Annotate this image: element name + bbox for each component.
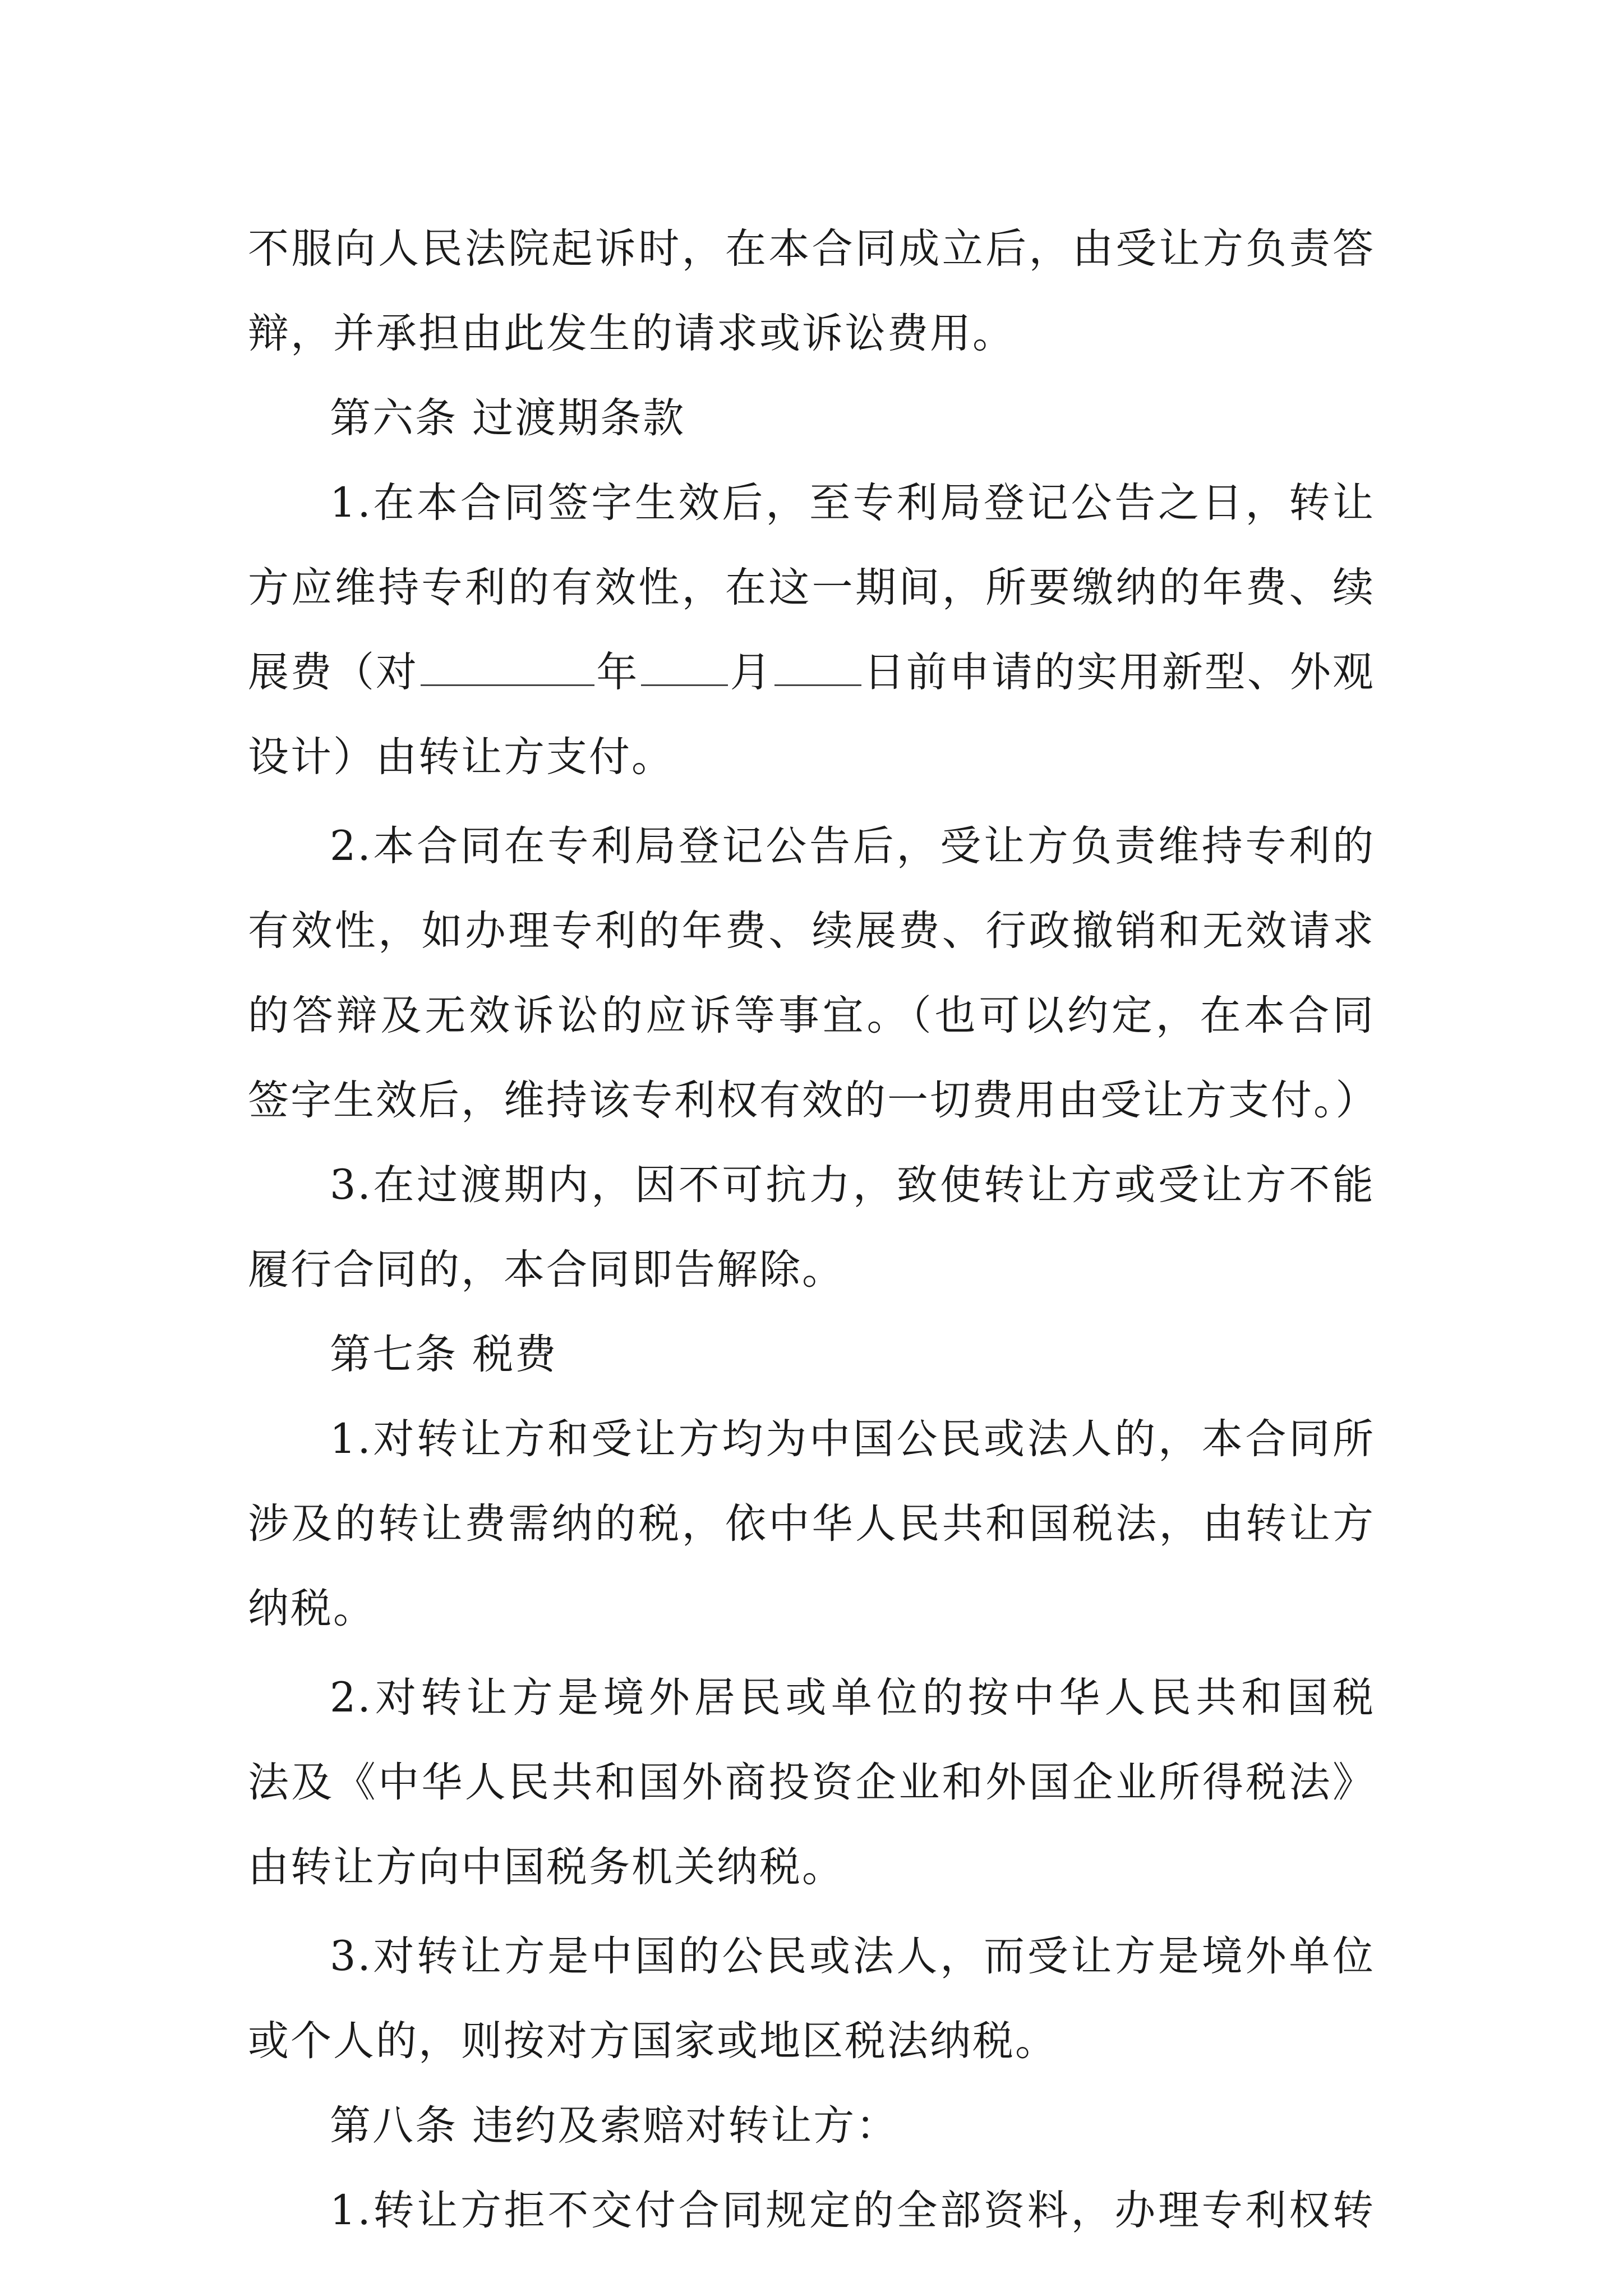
text-line: 3.对转让方是中国的公民或法人，而受让方是境外单位 bbox=[330, 1932, 1375, 1980]
text-line: 或个人的，则按对方国家或地区税法纳税。 bbox=[248, 2017, 1058, 2065]
month-blank bbox=[641, 651, 728, 686]
blank-line-prefix: 展费（对 bbox=[248, 648, 418, 696]
month-label: 月 bbox=[730, 648, 773, 696]
text-line: 由转让方向中国税务机关纳税。 bbox=[248, 1843, 845, 1891]
day-blank bbox=[774, 651, 861, 686]
text-line: 涉及的转让费需纳的税，依中华人民共和国税法，由转让方 bbox=[248, 1500, 1375, 1548]
text-line: 履行合同的，本合同即告解除。 bbox=[248, 1246, 845, 1294]
article-heading: 第七条 税费 bbox=[330, 1331, 558, 1378]
article-heading: 第八条 违约及索赔对转让方： bbox=[330, 2102, 899, 2150]
year-blank bbox=[421, 651, 594, 686]
text-line: 纳税。 bbox=[248, 1585, 376, 1632]
text-line: 1.转让方拒不交付合同规定的全部资料，办理专利权转 bbox=[330, 2187, 1375, 2234]
contract-body bbox=[248, 206, 1378, 2253]
text-line: 3.在过渡期内，因不可抗力，致使转让方或受让方不能 bbox=[330, 1161, 1375, 1209]
text-line: 辩，并承担由此发生的请求或诉讼费用。 bbox=[248, 310, 1015, 357]
text-line: 签字生效后，维持该专利权有效的一切费用由受让方支付。） bbox=[248, 1076, 1378, 1124]
text-line: 法及《中华人民共和国外商投资企业和外国企业所得税法》 bbox=[248, 1759, 1375, 1806]
blank-line-suffix: 日前申请的实用新型、外观 bbox=[863, 648, 1375, 696]
year-label: 年 bbox=[596, 648, 639, 696]
text-line: 有效性，如办理专利的年费、续展费、行政撤销和无效请求 bbox=[248, 907, 1375, 955]
text-line: 1.在本合同签字生效后，至专利局登记公告之日，转让 bbox=[330, 479, 1375, 527]
text-line-with-blanks bbox=[248, 630, 1375, 715]
text-line: 2.对转让方是境外居民或单位的按中华人民共和国税 bbox=[330, 1674, 1375, 1722]
text-line: 方应维持专利的有效性，在这一期间，所要缴纳的年费、续 bbox=[248, 564, 1375, 611]
text-line: 设计）由转让方支付。 bbox=[248, 733, 674, 781]
article-heading: 第六条 过渡期条款 bbox=[330, 394, 686, 442]
text-line: 2.本合同在专利局登记公告后，受让方负责维持专利的 bbox=[330, 822, 1375, 870]
text-line: 1.对转让方和受让方均为中国公民或法人的，本合同所 bbox=[330, 1415, 1375, 1463]
text-line: 的答辩及无效诉讼的应诉等事宜。（也可以约定，在本合同 bbox=[248, 992, 1375, 1039]
text-line: 不服向人民法院起诉时，在本合同成立后，由受让方负责答 bbox=[248, 225, 1375, 273]
